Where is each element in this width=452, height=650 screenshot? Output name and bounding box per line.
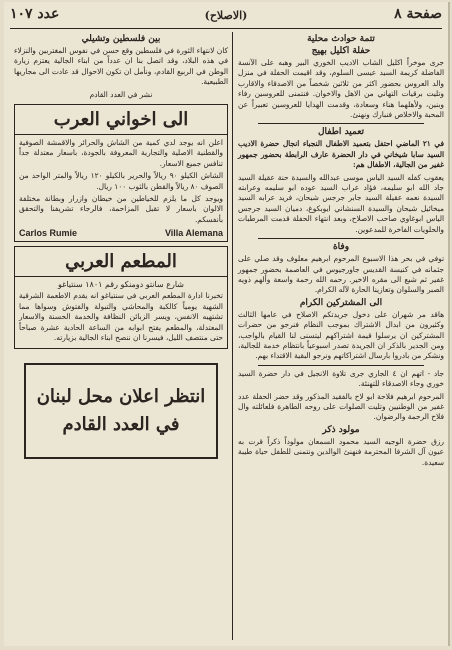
brothers-ad-prices: الشاش الكيلو ٩٠ ريالاً والحرير بالكيلو ١٢٠ ريالاً والمتر الواحد من الصوف ٨٠ ريالاً والقطن بالثوب ١٠٠ ريال.: [19, 171, 224, 191]
palestine-note: نشر في العدد القادم: [89, 89, 153, 99]
baptism-text: في ٢١ الماضي احتفل بتعميد الاطفال النجباء انجال حضرة الاديب السيد سابا شيخاني في دار الحضرة عارف الرابطة بحضور جمهور غفير من الجالية، الاطفال هم:: [238, 139, 444, 170]
brothers-ad-footer: ويوجد كل ما يلزم للخياطين من خيطان وازرار وبطانة مختلفة الالوان باسعار لا تقبل المزاحمة، فالرجاء تشريفنا والتحقق بأنفسكم.: [19, 194, 223, 224]
restaurant-text: تخبرنا ادارة المطعم العربي في سنتياغو انه يقدم الاطعمة الشرقية الشهية يومياً كالكبة والمحاشي والتبولة والفتوش وسواها مما تشتهيه الانفس، ويسر الزبائن النظافة والخدمة الحسنة والاسعار المعتدلة، والمطعم يفتح ابوابه من الساعة الحادية عشرة صباحاً حتى منتصف الليل، فيسرنا ان ننصح ابناء الجالية بزيارته.: [19, 291, 223, 342]
short-note: المرحوم ابرهيم فلاحة ابو لاح بالفقيد المذكور وقد حضر الحفلة عدد غفير من الوطنيين وتليت الصلوات على روحه الطاهرة فلعائلته وال فلاح الرحمة والرضوان.: [238, 391, 444, 422]
merchant-name: Carlos Rumie: [19, 228, 78, 239]
wedding-text: جرى موخراً اكليل الشاب الاديب الخوري البير وهبه على الآنسة الفاضلة كريمة السيد عيسى السلوم، وقد اقيمت الحفلة في منزل والد العروس بحضور اكثر من ثلاثين شخصاً من الاصدقاء والاقارب وتليت برقيات التهاني من الاهل والاخوان. فنتمنى للعروسين رفاء وبنين، ولأهلهما هناء وسعادة، وقدمت الهدايا للعروسين تعبيراً عن المحبة والاخلاص فنبارك ونهنئ.: [238, 58, 444, 120]
obituary-text: توفي في بحر هذا الاسبوع المرحوم ابرهيم معلوف وقد صلي على جثمانه في كنيسة القديس جاورجيوس في العاصمة بحضور جمهور غفير ثم شيع الى مقره الاخير. رحمه الله رحمة واسعة وألهم ذويه الصبر والسلوان وتعازينا الحارة لآله الكرام.: [238, 254, 444, 295]
thanks-title: الى المشتركين الكرام: [299, 297, 383, 308]
announcement-line1: انتظر اعلان محل لبنان: [36, 386, 206, 408]
right-column: [238, 32, 444, 470]
palestine-text: كان لانتهاء الثورة في فلسطين وقع حسن في نفوس المغتربين والنزلاء في هذه البلاد، وقد اتصل بنا ان عدداً من ابناء الجالية يعتزم زيارة الوطن في الربيع القادم، ونأمل ان تكون الاحوال قد عادت الى مجاريها الطبيعية.: [14, 46, 228, 87]
baptism-names: يعقوب كفله السيد الياس موسى عبدالله والسيدة حنة عقيلة السيد جاد الله ابو سليمه، فؤاد عراب السيد عوده ابو سليمه وعرابته السيدة نعمه عقيلة السيد جابر جرجس شيحان، فريد عرابه السيد ميخائيل شيحان والسيدة السنشاني ايوبكوغ، دميان السيد جرجس الياس ابوغاوي صاحب الاصلاح، وبعد انتهاء الحفلة قدمت المرطبات والحلويات الفاخرة للمدعوين.: [238, 172, 444, 234]
masthead: (الاصلاح): [204, 9, 248, 22]
restaurant-subtitle: شارع سانتو دومنكو رقم ١٨٠١ سنتياغو: [58, 280, 184, 290]
birth-title: مولود ذكر: [322, 424, 360, 435]
restaurant-ad: [14, 246, 228, 349]
palestine-title: بين فلسطين وتشيلي: [81, 34, 161, 44]
announcement-line2: في العدد القادم: [62, 414, 180, 436]
page-number: صفحة ٨: [394, 6, 442, 22]
column-divider: [232, 32, 233, 640]
wedding-title: حفلة اكليل بهيج: [311, 46, 371, 56]
baptism-title: تعميد اطفال: [317, 127, 365, 138]
brothers-ad-signature: [19, 228, 223, 238]
short-note: جاد - اتهم ان ٤ الجاري جرى تلاوة الانجيل في دار حضرة السيد خوري وجاء الاصدقاء للتهنئة.: [238, 368, 444, 389]
page-header: [10, 6, 442, 29]
left-column: [14, 32, 228, 459]
section-title: تتمة حوادث محلية: [307, 34, 375, 44]
brothers-ad-title: الى اخواني العرب: [15, 108, 227, 135]
announcement-box: [24, 363, 218, 459]
brothers-ad-text: اعلن انه يوجد لدي كمية من الشاش والحرائر والاقمشة الصوفية والقطنية الاصلية والتجارية المعروفة بالجودة، باسعار معتدلة جداً تنافس جميع الاسعار.: [19, 138, 223, 168]
issue-number: عدد ١٠٧: [10, 6, 60, 22]
newspaper-page: [4, 2, 450, 646]
thanks-text: هاقد مر شهران على دخول جريدتكم الاصلاح في عامها الثالث وكثيرون من ابدال الاشتراك بموجب النظام فنرجو من حضرات المشتركين ان يرسلوا قيمة اشتراكهم ليتسنى لنا القيام بالواجب، ومن الجدير بالذكر ان الجريدة تصدر اسبوعياً بانتظام خدمة للجالية، ونشكر من بادروا بارسال اشتراكاتهم ونرجو البقية الاقتداء بهم.: [238, 309, 444, 361]
divider: [258, 238, 424, 239]
brothers-ad: [14, 104, 228, 242]
birth-text: رزق حضرة الوجيه السيد محمود السمعان مولوداً ذكراً قرت به عيون آل الشرفا المحترمة فنهنئ الوالدين ونتمنى للطفل حياة طيبة سعيدة.: [238, 436, 444, 467]
obituary-title: وفاة: [332, 242, 350, 253]
divider: [258, 365, 424, 366]
merchant-place: Villa Alemana: [164, 228, 223, 239]
restaurant-title: المطعم العربي: [15, 250, 227, 277]
divider: [258, 123, 424, 124]
